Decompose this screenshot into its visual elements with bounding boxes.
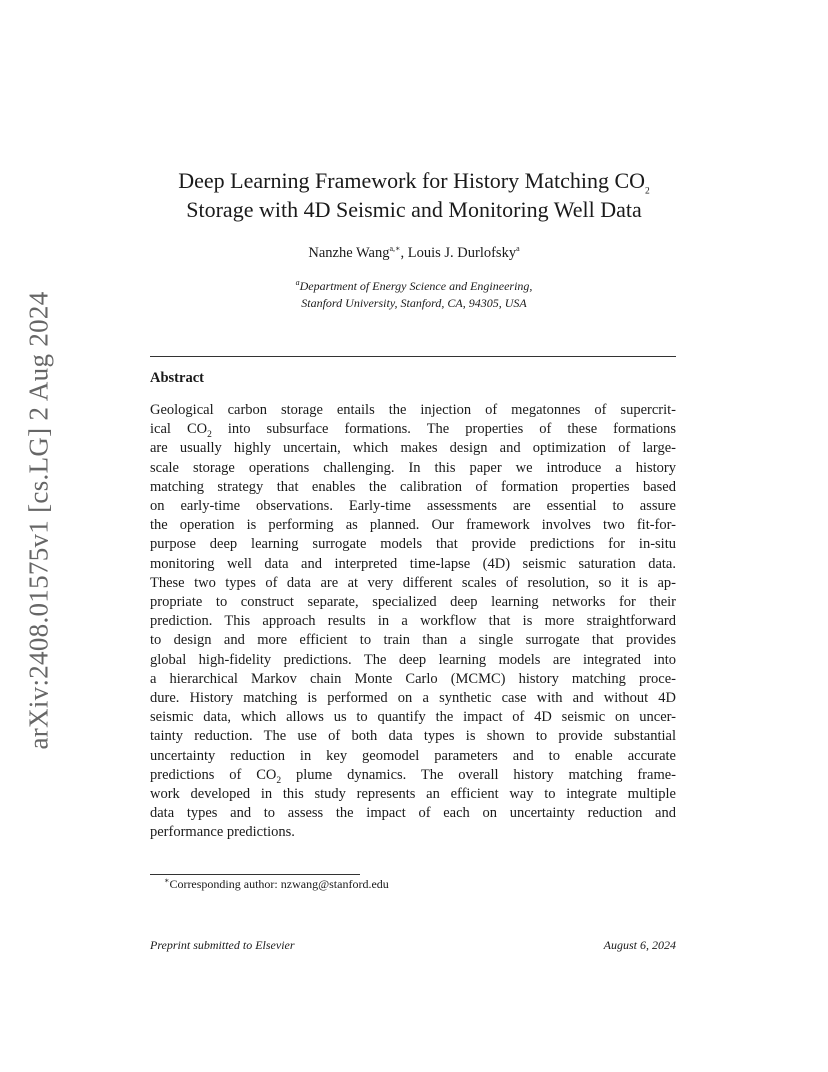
author-affiliation-mark: a,∗: [389, 244, 401, 254]
abstract-line: the operation is performing as planned. Our framework involves two fit-for-: [150, 517, 676, 534]
abstract-body: [150, 401, 676, 843]
abstract-line: purpose deep learning surrogate models that provide predictions for in-situ: [150, 536, 676, 553]
abstract-line: prediction. This approach results in a workflow that is more straightforward: [150, 613, 676, 630]
author-list: Nanzhe Wang$^{a,∗}$, Louis J. Durlofsky$^a$: [308, 244, 520, 261]
author-name: Nanzhe Wang: [308, 245, 390, 261]
affiliation-line-2: Stanford University, Stanford, CA, 94305, USA: [301, 296, 527, 310]
abstract-line: scale storage operations challenging. In this paper we introduce a history: [150, 459, 676, 476]
footnote-text: Corresponding author: nzwang@stanford.edu: [169, 877, 389, 891]
abstract-line: global high-fidelity predictions. The deep learning models are integrated into: [150, 651, 676, 668]
abstract-line: a hierarchical Markov chain Monte Carlo (MCMC) history matching proce-: [150, 670, 676, 687]
abstract-heading: Abstract: [150, 370, 204, 386]
affiliation: [100, 278, 728, 312]
title-line-2: Storage with 4D Seismic and Monitoring Well Data: [186, 197, 642, 222]
preprint-note: Preprint submitted to Elsevier: [150, 938, 295, 952]
abstract-line: monitoring well data and interpreted time-lapse (4D) seismic saturation data.: [150, 555, 676, 572]
abstract-line: tainty reduction. The use of both data types is shown to provide substantial: [150, 728, 676, 745]
preprint-date: August 6, 2024: [603, 938, 676, 952]
footnote-rule: [150, 874, 360, 875]
abstract-line: predictions of $CO_2$ plume dynamics. The overall history matching frame-: [150, 766, 676, 786]
abstract-line: Geological carbon storage entails the injection of megatonnes of supercrit-: [150, 402, 676, 418]
abstract-line: propriate to construct separate, specialized deep learning networks for their: [150, 594, 676, 611]
author-affiliation-mark: a: [516, 244, 520, 254]
abstract-line: seismic data, which allows us to quantify the impact of 4D seismic on uncer-: [150, 709, 676, 726]
abstract-line: matching strategy that enables the calibration of formation properties based: [150, 478, 676, 495]
abstract-line: data types and to assess the impact of each on uncertainty reduction and: [150, 805, 676, 822]
title-line-1: Deep Learning Framework for History Matching $CO_2$: [178, 168, 650, 197]
abstract-line: work developed in this study represents an efficient way to integrate multiple: [150, 786, 676, 803]
abstract-line: performance predictions.: [150, 824, 295, 841]
footnote: [164, 877, 389, 892]
author-name: Louis J. Durlofsky: [407, 245, 517, 261]
abstract-line: to design and more efficient to train than a single surrogate that provides: [150, 632, 676, 649]
abstract-line: uncertainty reduction in key geomodel parameters and to enable accurate: [150, 747, 676, 764]
abstract-line: ical $CO_2$ into subsurface formations. The properties of these formations: [150, 421, 676, 441]
abstract-line: on early-time observations. Early-time assessments are essential to assure: [150, 498, 676, 515]
abstract-line: are usually highly uncertain, which makes design and optimization of large-: [150, 440, 676, 457]
abstract-line: dure. History matching is performed on a synthetic case with and without 4D: [150, 690, 676, 707]
abstract-line: These two types of data are at very different scales of resolution, so it is ap-: [150, 574, 676, 591]
footnote-mark: ∗: [164, 876, 170, 885]
paper-title: [100, 166, 728, 224]
affiliation-line-1: $^a$Department of Energy Science and Engineering,: [295, 278, 533, 293]
arxiv-identifier: arXiv:2408.01575v1 [cs.LG] 2 Aug 2024: [23, 290, 54, 750]
arxiv-side-stamp: [18, 290, 60, 750]
abstract-top-rule: [150, 356, 676, 357]
